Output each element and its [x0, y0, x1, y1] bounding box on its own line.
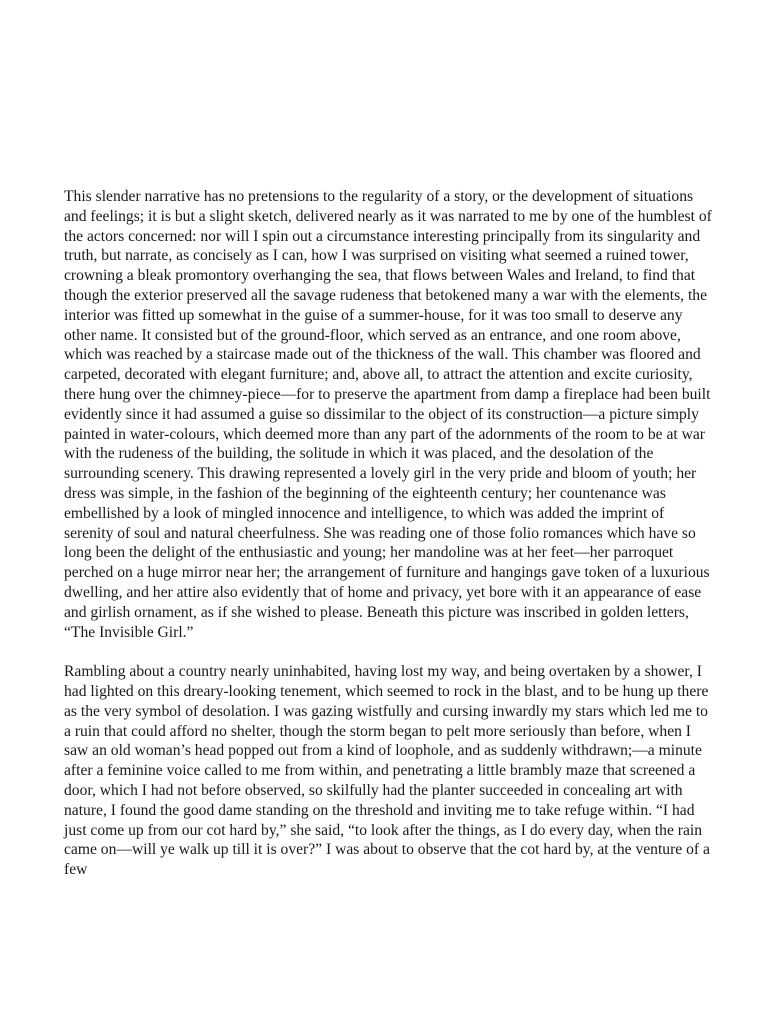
paragraph: This slender narrative has no pretensions to the regularity of a story, or the development of situations and feelings; it is but a slight sketch, delivered nearly as it was narrated to me by one of the humblest of the actors concerned: nor will I spin out a circumstance interesting principally from its singularity and truth, but narrate, as concisely as I can, how I was surprised on visiting what seemed a ruined tower, crowning a bleak promontory overhanging the sea, that flows between Wales and Ireland, to find that though the exterior preserved all the savage rudeness that betokened many a war with the elements, the interior was fitted up somewhat in the guise of a summer-house, for it was too small to deserve any other name. It consisted but of the ground-floor, which served as an entrance, and one room above, which was reached by a staircase made out of the thickness of the wall. This chamber was floored and carpeted, decorated with elegant furniture; and, above all, to attract the attention and excite curiosity, there hung over the chimney-piece—for to preserve the apartment from damp a fireplace had been built evidently since it had assumed a guise so dissimilar to the object of its construction—a picture simply painted in water-colours, which deemed more than any part of the adornments of the room to be at war with the rudeness of the building, the solitude in which it was placed, and the desolation of the surrounding scenery. This drawing represented a lovely girl in the very pride and bloom of youth; her dress was simple, in the fashion of the beginning of the eighteenth century; her countenance was embellished by a look of mingled innocence and intelligence, to which was added the imprint of serenity of soul and natural cheerfulness. She was reading one of those folio romances which have so long been the delight of the enthusiastic and young; her mandoline was at her feet—her parroquet perched on a huge mirror near her; the arrangement of furniture and hangings gave token of a luxurious dwelling, and her attire also evidently that of home and privacy, yet bore with it an appearance of ease and girlish ornament, as if she wished to please. Beneath this picture was inscribed in golden letters, “The Invisible Girl.” — [64, 188, 712, 641]
paragraph: Rambling about a country nearly uninhabited, having lost my way, and being overtaken by a shower, I had lighted on this dreary-looking tenement, which seemed to rock in the blast, and to be hung up there as the very symbol of desolation. I was gazing wistfully and cursing inwardly my stars which led me to a ruin that could afford no shelter, though the storm began to pelt more seriously than before, when I saw an old woman’s head popped out from a kind of loophole, and as suddenly withdrawn;—a minute after a feminine voice called to me from within, and penetrating a little brambly maze that screened a door, which I had not before observed, so skilfully had the planter succeeded in concealing art with nature, I found the good dame standing on the threshold and inviting me to take refuge within. “I had just come up from our cot hard by,” she said, “to look after the things, as I do every day, when the rain came on—will ye walk up till it is over?” I was about to observe that the cot hard by, at the venture of a few — [64, 663, 710, 879]
body-text — [64, 187, 716, 880]
